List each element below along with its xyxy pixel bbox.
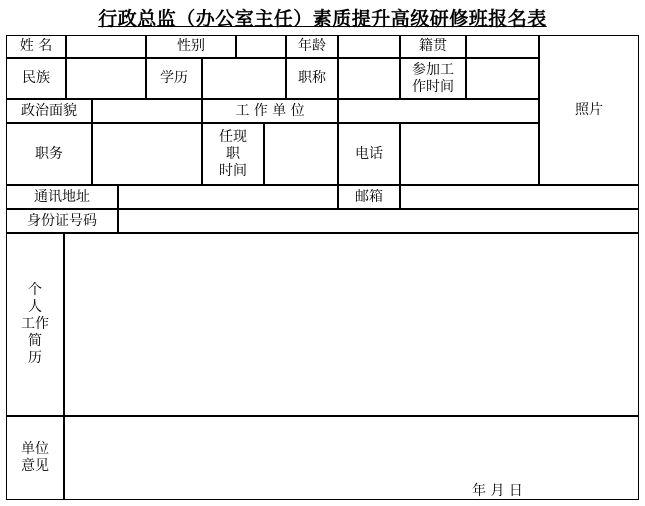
label-age: 年龄 <box>286 35 338 58</box>
label-work-start: 参加工 作时间 <box>400 58 466 99</box>
label-position-since: 任现 职 时间 <box>202 123 264 185</box>
label-resume: 个 人 工作 简 历 <box>6 233 64 416</box>
label-email: 邮箱 <box>338 185 400 209</box>
education-field[interactable] <box>202 58 286 99</box>
ethnicity-field[interactable] <box>66 58 146 99</box>
title-rank-field[interactable] <box>338 58 400 99</box>
age-field[interactable] <box>338 35 400 58</box>
email-field[interactable] <box>400 185 639 209</box>
label-native-place: 籍贯 <box>400 35 466 58</box>
work-start-field[interactable] <box>466 58 539 99</box>
label-name: 姓 名 <box>6 35 66 58</box>
label-title-rank: 职称 <box>286 58 338 99</box>
name-field[interactable] <box>66 35 146 58</box>
label-gender: 性别 <box>146 35 236 58</box>
label-ethnicity: 民族 <box>6 58 66 99</box>
work-unit-field[interactable] <box>338 99 539 123</box>
label-political: 政治面貌 <box>6 99 92 123</box>
signature-date: 年 月 日 <box>472 483 523 499</box>
unit-opinion-field[interactable] <box>64 416 639 500</box>
phone-field[interactable] <box>400 123 539 185</box>
gender-field[interactable] <box>236 35 286 58</box>
label-photo: 照片 <box>539 35 639 185</box>
native-place-field[interactable] <box>466 35 539 58</box>
label-position: 职务 <box>6 123 92 185</box>
label-id-number: 身份证号码 <box>6 209 118 233</box>
id-number-field[interactable] <box>118 209 639 233</box>
label-work-unit: 工 作 单 位 <box>202 99 338 123</box>
label-phone: 电话 <box>338 123 400 185</box>
form-title: 行政总监（办公室主任）素质提升高级研修班报名表 <box>98 8 547 30</box>
label-unit-opinion: 单位 意见 <box>6 416 64 500</box>
address-field[interactable] <box>118 185 338 209</box>
label-address: 通讯地址 <box>6 185 118 209</box>
label-education: 学历 <box>146 58 202 99</box>
political-field[interactable] <box>92 99 202 123</box>
position-since-field[interactable] <box>264 123 338 185</box>
resume-field[interactable] <box>64 233 639 416</box>
position-field[interactable] <box>92 123 202 185</box>
